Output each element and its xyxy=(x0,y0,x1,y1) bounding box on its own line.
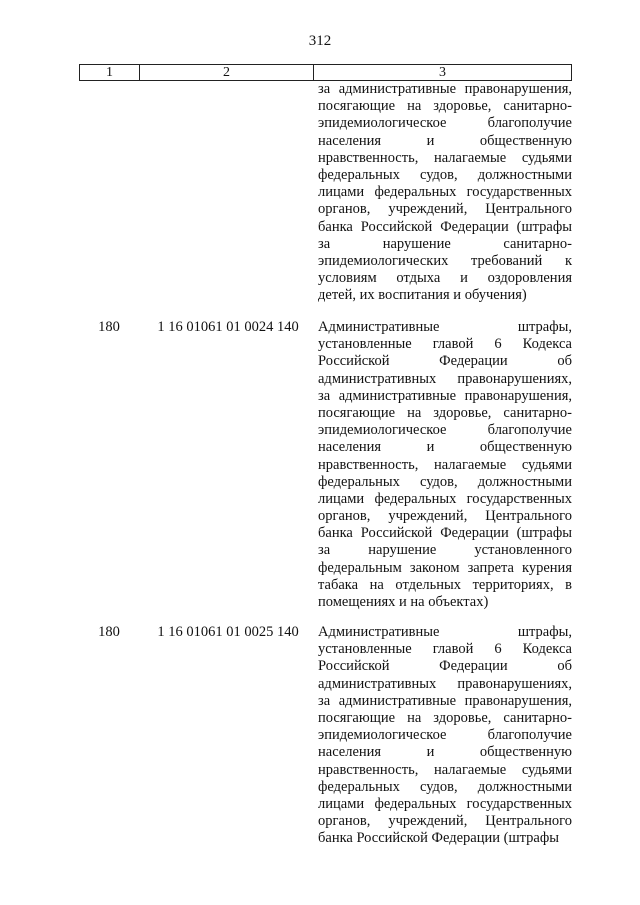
description-line: федеральных судов, должностными xyxy=(318,778,572,795)
description-line: посягающие на здоровье, санитарно- xyxy=(318,98,572,115)
description-line: лицами федеральных государственных xyxy=(318,184,572,201)
description-line: эпидемиологическое благополучие xyxy=(318,115,572,132)
description-line: за административные правонарушения, xyxy=(318,692,572,709)
table-header-col-2: 2 xyxy=(140,65,314,80)
description-line: населения и общественную xyxy=(318,132,572,149)
description-line: нравственность, налагаемые судьями xyxy=(318,761,572,778)
description-line: Российской Федерации об xyxy=(318,658,572,675)
description-line: условиям отдыха и оздоровления xyxy=(318,270,572,287)
row-description xyxy=(318,319,572,611)
description-line: детей, их воспитания и обучения) xyxy=(318,287,527,304)
description-line: за административные правонарушения, xyxy=(318,387,572,404)
row-number: 180 xyxy=(98,319,120,335)
row-code: 1 16 01061 01 0025 140 xyxy=(157,624,299,640)
description-line: лицами федеральных государственных xyxy=(318,795,572,812)
description-line: органов, учреждений, Центрального xyxy=(318,813,572,830)
description-line: помещениях и на объектах) xyxy=(318,594,489,610)
description-line: федеральным законом запрета курения xyxy=(318,559,572,576)
description-line: установленные главой 6 Кодекса xyxy=(318,336,572,353)
description-line: административных правонарушениях, xyxy=(318,370,572,387)
description-line: за нарушение установленного xyxy=(318,542,572,559)
description-line: населения и общественную xyxy=(318,744,572,761)
description-line: Административные штрафы, xyxy=(318,319,572,335)
description-line: эпидемиологическое благополучие xyxy=(318,727,572,744)
description-line: банка Российской Федерации (штрафы xyxy=(318,218,572,235)
page-number: 312 xyxy=(308,33,332,49)
description-line: эпидемиологических требований к xyxy=(318,252,572,269)
description-line: посягающие на здоровье, санитарно- xyxy=(318,709,572,726)
description-line: органов, учреждений, Центрального xyxy=(318,508,572,525)
description-line: за нарушение санитарно- xyxy=(318,235,572,252)
description-line: банка Российской Федерации (штрафы xyxy=(318,525,572,542)
description-line: лицами федеральных государственных xyxy=(318,490,572,507)
description-line: населения и общественную xyxy=(318,439,572,456)
table-header-col-1: 1 xyxy=(80,65,140,80)
description-line: установленные главой 6 Кодекса xyxy=(318,641,572,658)
row-description xyxy=(318,624,572,847)
description-line: нравственность, налагаемые судьями xyxy=(318,456,572,473)
description-line: Административные штрафы, xyxy=(318,624,572,640)
description-line: органов, учреждений, Центрального xyxy=(318,201,572,218)
description-line: административных правонарушениях, xyxy=(318,675,572,692)
table-header-row xyxy=(79,64,572,81)
description-line: федеральных судов, должностными xyxy=(318,473,572,490)
description-line: эпидемиологическое благополучие xyxy=(318,422,572,439)
description-line: федеральных судов, должностными xyxy=(318,166,572,183)
description-line: табака на отдельных территориях, в xyxy=(318,576,572,593)
description-line: посягающие на здоровье, санитарно- xyxy=(318,404,572,421)
row-description xyxy=(318,81,572,304)
description-line: банка Российской Федерации (штрафы xyxy=(318,830,559,847)
table-header-col-3: 3 xyxy=(439,65,446,80)
description-line: за административные правонарушения, xyxy=(318,81,572,97)
row-code: 1 16 01061 01 0024 140 xyxy=(157,319,299,335)
description-line: нравственность, налагаемые судьями xyxy=(318,149,572,166)
description-line: Российской Федерации об xyxy=(318,353,572,370)
row-number: 180 xyxy=(98,624,120,640)
